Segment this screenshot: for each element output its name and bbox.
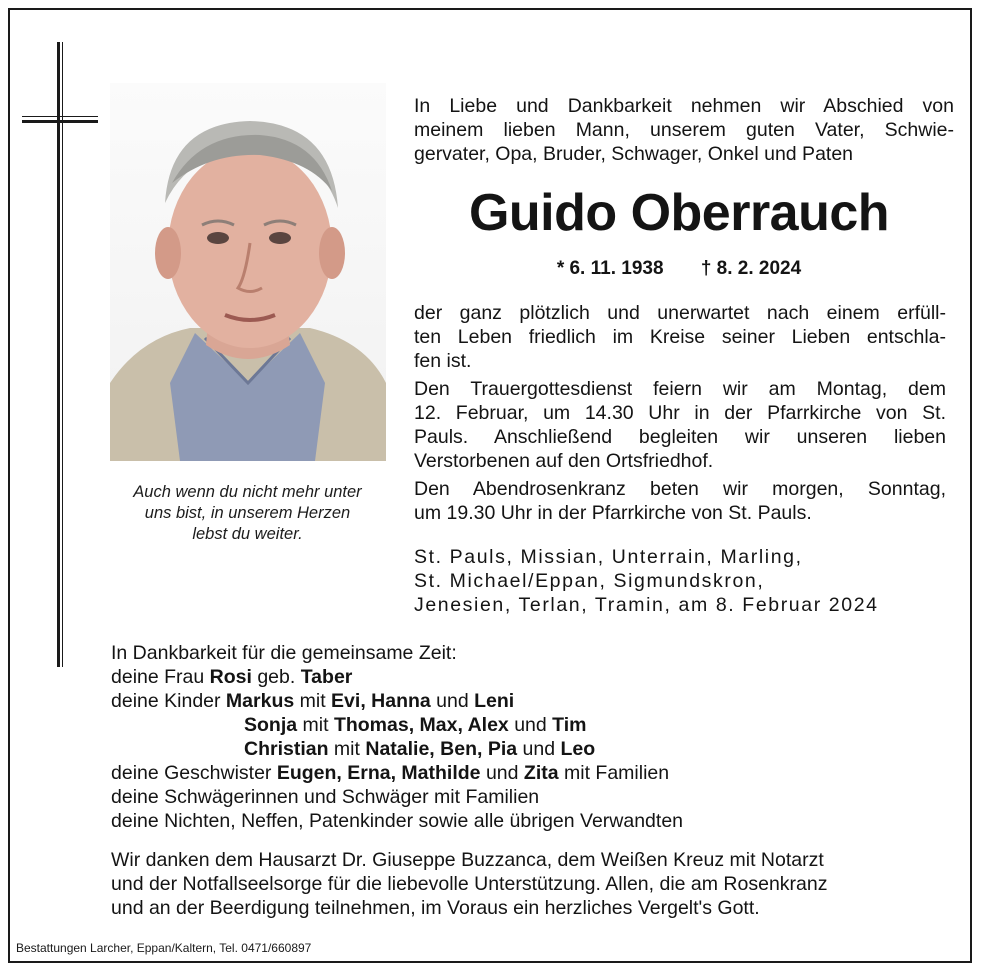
thanks-text bbox=[111, 848, 961, 920]
paragraph-funeral-service bbox=[414, 377, 946, 473]
intro-line: gervater, Opa, Bruder, Schwager, Onkel und Paten bbox=[414, 143, 854, 165]
mourners-intro: In Dankbarkeit für die gemeinsame Zeit: bbox=[111, 642, 457, 664]
place-line: St. Pauls, Missian, Unterrain, Marling, bbox=[414, 546, 803, 568]
portrait-photo bbox=[110, 83, 386, 461]
paragraph-line: der ganz plötzlich und unerwartet nach einem erfüll- bbox=[414, 302, 946, 324]
place-line: Jenesien, Terlan, Tramin, am 8. Februar 2024 bbox=[414, 594, 879, 616]
mourner-wife: deine Frau Rosi geb. Taber bbox=[111, 666, 353, 688]
paragraph-line: ten Leben friedlich im Kreise seiner Lieben entschla- bbox=[414, 326, 946, 348]
paragraph-rosary bbox=[414, 477, 946, 525]
intro-text bbox=[414, 94, 954, 166]
funeral-home-credit: Bestattungen Larcher, Eppan/Kaltern, Tel. 0471/660897 bbox=[16, 941, 312, 955]
motto-line: Auch wenn du nicht mehr unter bbox=[133, 483, 362, 501]
mourner-inlaws: deine Schwägerinnen und Schwäger mit Familien bbox=[111, 786, 540, 808]
thanks-line: und an der Beerdigung teilnehmen, im Voraus ein herzliches Vergelt's Gott. bbox=[111, 897, 760, 919]
death-date: † 8. 2. 2024 bbox=[700, 258, 802, 279]
memorial-motto bbox=[100, 482, 395, 545]
paragraph-line: Den Abendrosenkranz beten wir morgen, Sonntag, bbox=[414, 478, 946, 500]
place-line: St. Michael/Eppan, Sigmundskron, bbox=[414, 570, 765, 592]
paragraph-line: Den Trauergottesdienst feiern wir am Montag, dem bbox=[414, 378, 946, 400]
intro-line: meinem lieben Mann, unserem guten Vater, Schwie- bbox=[414, 119, 954, 141]
mourner-child: Christian mit Natalie, Ben, Pia und Leo bbox=[244, 738, 596, 760]
life-dates bbox=[414, 257, 944, 281]
mourner-child: Sonja mit Thomas, Max, Alex und Tim bbox=[244, 714, 587, 736]
birth-date: * 6. 11. 1938 bbox=[556, 258, 664, 279]
deceased-name: Guido Oberrauch bbox=[468, 184, 890, 242]
motto-line: lebst du weiter. bbox=[192, 525, 303, 543]
motto-line: uns bist, in unserem Herzen bbox=[144, 504, 351, 522]
intro-line: In Liebe und Dankbarkeit nehmen wir Abschied von bbox=[414, 95, 954, 117]
paragraph-line: fen ist. bbox=[414, 350, 472, 372]
paragraph-passing bbox=[414, 301, 946, 373]
mourners-list bbox=[111, 641, 961, 833]
thanks-line: Wir danken dem Hausarzt Dr. Giuseppe Buzzanca, dem Weißen Kreuz mit Notarzt bbox=[111, 849, 824, 871]
paragraph-line: 12. Februar, um 14.30 Uhr in der Pfarrkirche von St. bbox=[414, 402, 946, 424]
mourner-child: deine Kinder Markus mit Evi, Hanna und Leni bbox=[111, 690, 515, 712]
thanks-line: und der Notfallseelsorge für die liebevolle Unterstützung. Allen, die am Rosenkranz bbox=[111, 873, 828, 895]
paragraph-line: Pauls. Anschließend begleiten wir unseren lieben bbox=[414, 426, 946, 448]
place-and-date bbox=[414, 545, 944, 617]
mourner-siblings: deine Geschwister Eugen, Erna, Mathilde und Zita mit Familien bbox=[111, 762, 670, 784]
paragraph-line: um 19.30 Uhr in der Pfarrkirche von St. Pauls. bbox=[414, 502, 812, 524]
mourner-relatives: deine Nichten, Neffen, Patenkinder sowie alle übrigen Verwandten bbox=[111, 810, 684, 832]
paragraph-line: Verstorbenen auf den Ortsfriedhof. bbox=[414, 450, 714, 472]
